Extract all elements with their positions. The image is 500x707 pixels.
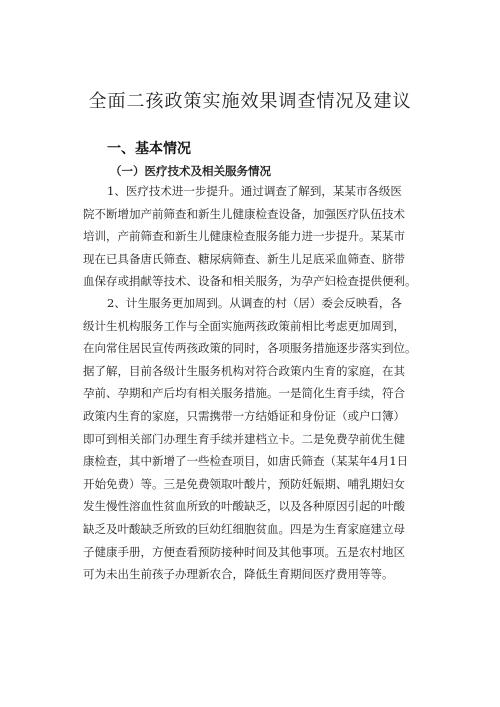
paragraph-line: 院不断增加产前筛查和新生儿健康检查设备，加强医疗队伍技术: [83, 206, 405, 221]
section-heading: 一、基本情况: [107, 141, 191, 157]
paragraph-line: 在向常住居民宣传两孩政策的同时，各项服务措施逐步落实到位。: [83, 341, 417, 356]
paragraph-line: 培训，产前筛查和新生儿健康检查服务能力进一步提升。某某市: [83, 229, 405, 244]
paragraph-line: 缺乏及叶酸缺乏所致的巨幼红细胞贫血。四是为生育家庭建立母: [83, 521, 405, 536]
paragraph-line: 2、计生服务更加周到。从调查的村（居）委会反映看，各: [107, 296, 402, 310]
paragraph-medical-technology: [83, 180, 419, 293]
paragraph-line: 即可到相关部门办理生育手续并建档立卡。二是免费孕前优生健: [83, 431, 405, 446]
paragraph-line: 级计生机构服务工作与全面实施两孩政策前相比考虑更加周到，: [83, 318, 405, 333]
document-title: 全面二孩政策实施效果调查情况及建议: [88, 91, 412, 112]
paragraph-line: 据了解，目前各级计生服务机构对符合政策内生育的家庭，在其: [83, 363, 405, 378]
subsection-heading: （一）医疗技术及相关服务情况: [110, 164, 271, 178]
paragraph-line: 发生慢性溶血性贫血所致的叶酸缺乏，以及各种原因引起的叶酸: [83, 499, 405, 514]
paragraph-line: 开始免费）等。三是免费领取叶酸片，预防妊娠期、哺乳期妇女: [83, 476, 405, 491]
paragraph-line: 可为未出生前孩子办理新农合，降低生育期间医疗费用等等。: [83, 567, 394, 582]
paragraph-line: 1、医疗技术进一步提升。通过调查了解到，某某市各级医: [107, 184, 402, 198]
paragraph-family-planning-services: [83, 292, 419, 586]
paragraph-line: 血保存或捐献等技术、设备和相关服务，为孕产妇检查提供便利。: [83, 274, 417, 289]
paragraph-line: 现在已具备唐氏筛查、糖尿病筛查、新生儿足底采血筛查、脐带: [83, 251, 405, 266]
paragraph-line: 孕前、孕期和产后均有相关服务措施。一是简化生育手续，符合: [83, 386, 405, 401]
paragraph-line: 子健康手册，方便查看预防接种时间及其他事项。五是农村地区: [83, 544, 405, 559]
paragraph-line: 政策内生育的家庭，只需携带一方结婚证和身份证（或户口簿）: [83, 408, 405, 423]
paragraph-line: 康检查，其中新增了一些检查项目，如唐氏筛查（某某年4月1日: [83, 454, 409, 469]
